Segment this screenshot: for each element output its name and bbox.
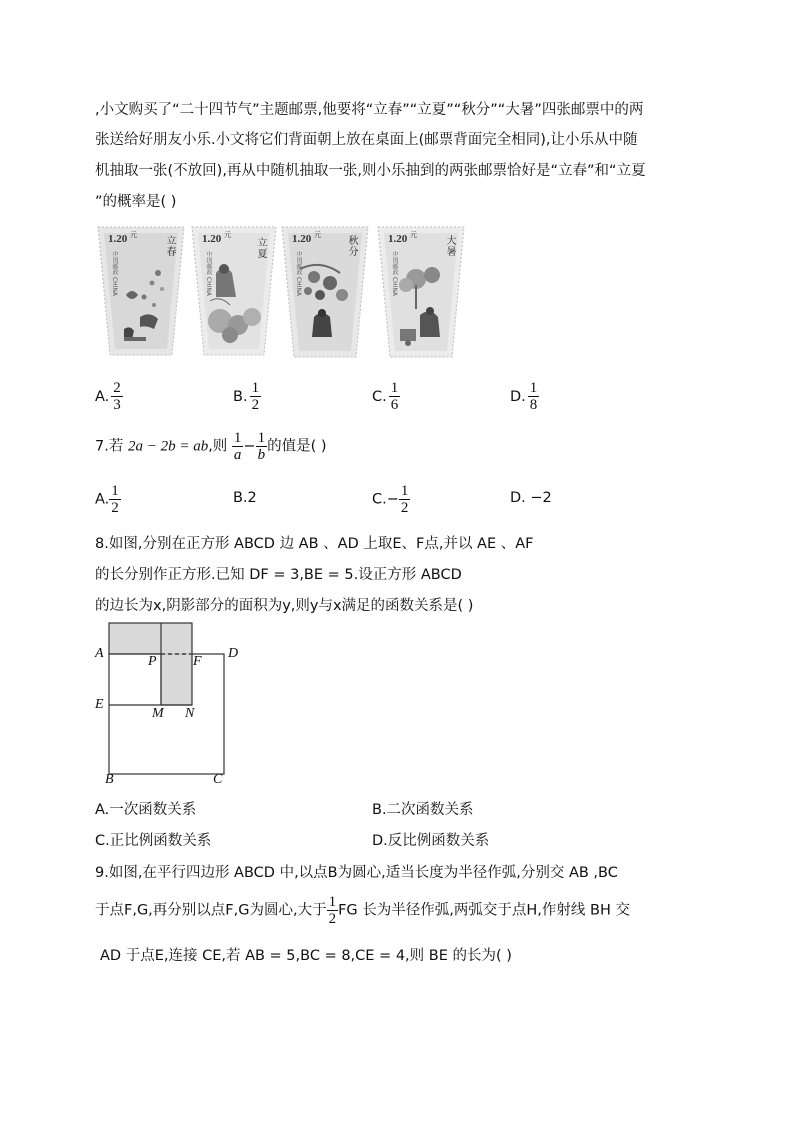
q7-frac-1-num: 1 — [233, 430, 242, 446]
stamp-dashu-unit: 元 — [410, 231, 417, 239]
stamp-lichun-price: 1.20 — [108, 233, 128, 245]
q7-option-b[interactable]: B.2 — [233, 490, 257, 506]
q6-option-d-num: 1 — [529, 380, 538, 396]
q8-shaded-top — [109, 623, 192, 654]
q7-option-c-letter: C. — [372, 491, 387, 508]
q9-fraction — [327, 894, 339, 927]
q7-option-d[interactable]: D. −2 — [510, 490, 552, 506]
q6-option-b-fraction — [250, 380, 262, 413]
q7-option-a-num: 1 — [111, 483, 119, 499]
q8-label-b: B — [105, 772, 114, 787]
q8-label-e: E — [95, 697, 104, 712]
q7-frac-2-den: b — [257, 447, 266, 463]
q6-line-3: 机抽取一张(不放回),再从中随机抽取一张,则小乐抽到的两张邮票恰好是“立春”和“立夏 — [95, 163, 646, 179]
q7-frac-1 — [232, 430, 244, 463]
q7-option-a-fraction — [109, 483, 121, 516]
stamp-dashu-name: 大暑 — [444, 235, 455, 257]
q8-option-a[interactable]: A.一次函数关系 — [95, 802, 197, 818]
q7-option-c-den: 2 — [400, 500, 409, 516]
q6-option-c[interactable] — [372, 380, 400, 413]
q8-label-n: N — [185, 706, 195, 721]
q9-frac-den: 2 — [328, 911, 337, 927]
stamp-qiufen-country: 中国邮政 CHINA — [295, 251, 302, 296]
stamp-lixia-unit: 元 — [224, 231, 231, 239]
q8-label-d: D — [228, 646, 239, 661]
q7-frac-2-num: 1 — [257, 430, 266, 446]
q6-option-a-num: 2 — [113, 380, 121, 396]
q6-option-c-num: 1 — [390, 380, 399, 396]
q8-label-a: A — [95, 646, 104, 661]
q7-equation: 2a − 2b = ab — [127, 438, 209, 455]
q6-option-d[interactable] — [510, 380, 539, 413]
q8-shaded-side — [161, 654, 192, 705]
stamp-lichun-country: 中国邮政 CHINA — [111, 251, 118, 296]
q7-stem — [95, 430, 327, 463]
q7-suffix: 的值是( ) — [267, 438, 327, 455]
q8-line-3: 的边长为x,阴影部分的面积为y,则y与x满足的函数关系是( ) — [95, 598, 474, 614]
stamp-lixia-price: 1.20 — [202, 233, 222, 245]
q9-frac-num: 1 — [328, 894, 337, 910]
q8-label-p: P — [148, 654, 157, 669]
q7-option-a[interactable] — [95, 483, 121, 516]
q6-option-a-den: 3 — [113, 397, 121, 413]
stamp-qiufen-unit: 元 — [314, 231, 321, 239]
q9-line-1: 9.如图,在平行四边形 ABCD 中,以点B为圆心,适当长度为半径作弧,分别交 AB ,BC — [95, 865, 618, 881]
stamp-qiufen — [280, 225, 370, 359]
q8-line-2: 的长分别作正方形.已知 DF = 3,BE = 5.设正方形 ABCD — [95, 567, 462, 583]
stamp-dashu-country: 中国邮政 CHINA — [391, 251, 398, 296]
q7-option-a-letter: A. — [95, 491, 110, 508]
q7-frac-1-den: a — [233, 447, 242, 463]
stamp-lixia-country: 中国邮政 CHINA — [205, 251, 212, 296]
q9-line-3: AD 于点E,连接 CE,若 AB = 5,BC = 8,CE = 4,则 BE 的长为( ) — [100, 948, 512, 964]
q8-label-m: M — [152, 706, 164, 721]
q7-option-a-den: 2 — [111, 500, 119, 516]
q9-line-2a: 于点F,G,再分别以点F,G为圆心,大于 — [95, 902, 327, 919]
q8-option-c[interactable]: C.正比例函数关系 — [95, 833, 212, 849]
q7-prefix: 7.若 — [95, 438, 124, 455]
q7-mid: ,则 — [208, 438, 228, 455]
q6-option-c-fraction — [389, 380, 401, 413]
q6-option-b-num: 1 — [251, 380, 260, 396]
q6-option-a[interactable] — [95, 380, 123, 413]
q6-option-c-den: 6 — [390, 397, 399, 413]
q8-figure — [95, 615, 255, 795]
q6-option-b-letter: B. — [233, 388, 248, 405]
stamp-lixia — [190, 225, 278, 357]
q6-line-2: 张送给好朋友小乐.小文将它们背面朝上放在桌面上(邮票背面完全相同),让小乐从中随 — [95, 132, 638, 148]
q7-option-c-sign: − — [386, 491, 399, 508]
q9-line-2 — [95, 894, 630, 927]
q9-line-2b: FG 长为半径作弧,两弧交于点H,作射线 BH 交 — [338, 902, 630, 919]
q6-line-1: ,小文购买了“二十四节气”主题邮票,他要将“立春”“立夏”“秋分”“大暑”四张邮票中的两 — [95, 102, 644, 118]
q8-option-b[interactable]: B.二次函数关系 — [372, 802, 474, 818]
stamp-qiufen-name: 秋分 — [346, 235, 357, 257]
q6-line-4: ”的概率是( ) — [95, 194, 177, 210]
stamp-qiufen-price: 1.20 — [292, 233, 312, 245]
stamp-dashu-price: 1.20 — [388, 233, 408, 245]
q7-frac-2 — [256, 430, 268, 463]
q6-option-a-letter: A. — [95, 388, 110, 405]
q8-label-c: C — [213, 772, 223, 787]
stamp-lixia-name: 立夏 — [255, 237, 266, 259]
stamp-lichun — [96, 225, 186, 357]
q6-option-d-den: 8 — [529, 397, 538, 413]
q6-option-d-fraction — [528, 380, 540, 413]
q8-option-d[interactable]: D.反比例函数关系 — [372, 833, 490, 849]
q6-option-a-fraction — [111, 380, 123, 413]
stamp-lichun-unit: 元 — [130, 231, 137, 239]
q6-option-b-den: 2 — [251, 397, 260, 413]
q7-option-c-fraction — [399, 483, 411, 516]
q8-line-1: 8.如图,分别在正方形 ABCD 边 AB 、AD 上取E、F点,并以 AE 、AF — [95, 536, 534, 552]
q7-minus: − — [243, 438, 256, 455]
q6-option-d-letter: D. — [510, 388, 526, 405]
stamp-dashu — [376, 225, 466, 359]
stamp-lichun-name: 立春 — [164, 235, 175, 257]
q8-label-f: F — [193, 654, 202, 669]
q7-option-c-num: 1 — [400, 483, 409, 499]
q6-option-c-letter: C. — [372, 388, 387, 405]
q6-option-b[interactable] — [233, 380, 261, 413]
q7-option-c[interactable] — [372, 483, 410, 516]
